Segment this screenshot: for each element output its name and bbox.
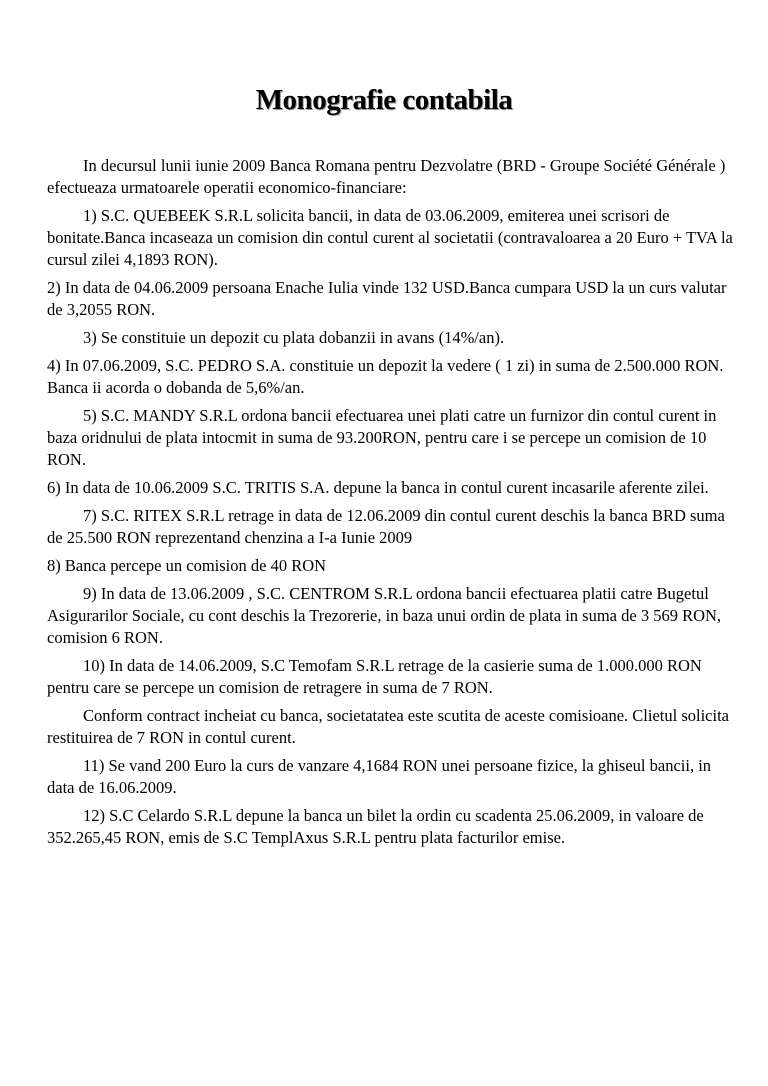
paragraph: In decursul lunii iunie 2009 Banca Romana pentru Dezvolatre (BRD - Groupe Société Générale ) efectueaza urmatoarele operatii economico-financiare: bbox=[47, 156, 726, 197]
paragraph: 2) In data de 04.06.2009 persoana Enache Iulia vinde 132 USD.Banca cumpara USD la un curs valutar de 3,2055 RON. bbox=[47, 278, 727, 319]
paragraph: 7) S.C. RITEX S.R.L retrage in data de 12.06.2009 din contul curent deschis la banca BRD suma de 25.500 RON reprezentand chenzina a I-a Iunie 2009 bbox=[47, 506, 725, 547]
paragraph: 10) In data de 14.06.2009, S.C Temofam S.R.L retrage de la casierie suma de 1.000.000 RON pentru care se percepe un comision de retragere in suma de 7 RON. bbox=[47, 656, 702, 697]
paragraph: 11) Se vand 200 Euro la curs de vanzare 4,1684 RON unei persoane fizice, la ghiseul bancii, in data de 16.06.2009. bbox=[47, 756, 712, 797]
paragraph: 6) In data de 10.06.2009 S.C. TRITIS S.A. depune la banca in contul curent incasarile aferente zilei. bbox=[47, 478, 709, 497]
paragraph: 5) S.C. MANDY S.R.L ordona bancii efectuarea unei plati catre un furnizor din contul curent in baza oridnului de plata intocmit in suma de 93.200RON, pentru care i se percepe un comision de 10 RON. bbox=[47, 406, 717, 469]
document-title: Monografie contabila bbox=[255, 84, 513, 116]
paragraph: Conform contract incheiat cu banca, societatatea este scutita de aceste comisioane. Clietul solicita restituirea de 7 RON in contul curent. bbox=[47, 706, 729, 747]
paragraph: 9) In data de 13.06.2009 , S.C. CENTROM S.R.L ordona bancii efectuarea platii catre Bugetul Asigurarilor Sociale, cu cont deschis la Trezorerie, in baza unui ordin de plata in suma de 3 569 RON, comision 6 RON. bbox=[47, 584, 722, 647]
paragraph: 3) Se constituie un depozit cu plata dobanzii in avans (14%/an). bbox=[83, 328, 505, 347]
document-body bbox=[47, 155, 733, 855]
paragraph: 4) In 07.06.2009, S.C. PEDRO S.A. constituie un depozit la vedere ( 1 zi) in suma de 2.500.000 RON. Banca ii acorda o dobanda de 5,6%/an. bbox=[47, 356, 724, 397]
paragraph: 12) S.C Celardo S.R.L depune la banca un bilet la ordin cu scadenta 25.06.2009, in valoare de 352.265,45 RON, emis de S.C TemplAxus S.R.L pentru plata facturilor emise. bbox=[47, 806, 704, 847]
paragraph: 8) Banca percepe un comision de 40 RON bbox=[47, 556, 327, 575]
paragraph: 1) S.C. QUEBEEK S.R.L solicita bancii, in data de 03.06.2009, emiterea unei scrisori de bonitate.Banca incaseaza un comision din contul curent al societatii (contravaloarea a 20 Euro + TVA la cursul zilei 4,1893 RON). bbox=[47, 206, 733, 269]
